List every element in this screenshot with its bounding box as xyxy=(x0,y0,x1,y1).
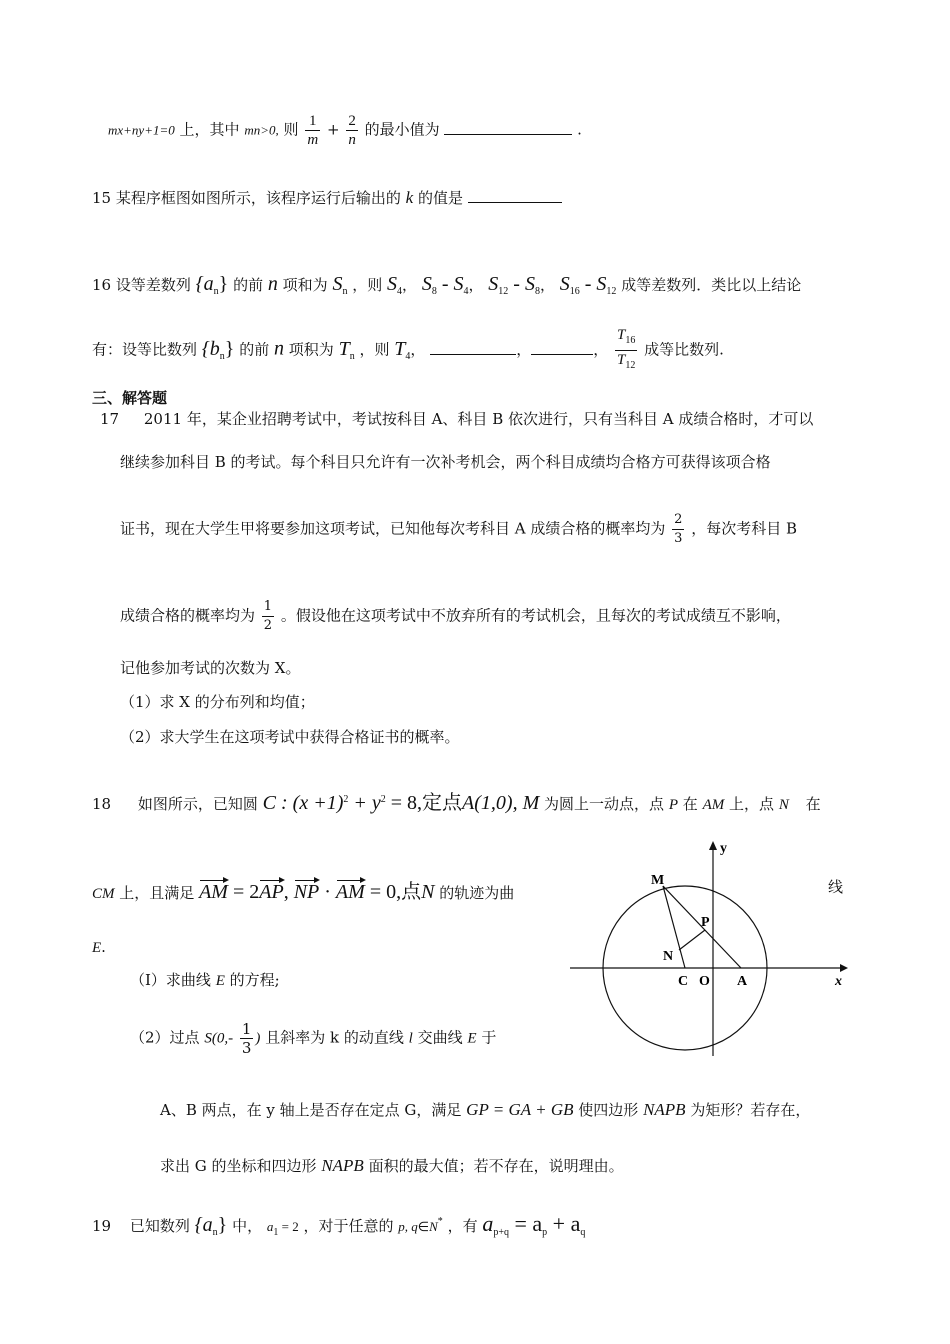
q14-text2: 则 xyxy=(283,120,299,139)
q16-S16-S12: $S_{16} - S_{12}$ xyxy=(559,273,617,297)
q16-l2-b: 的前 xyxy=(239,340,270,359)
q18-in: 在 xyxy=(682,795,698,813)
x-axis-arrow-icon xyxy=(840,964,848,972)
q16-line-2 xyxy=(92,326,724,375)
q16-l2-e: 成等比数列. xyxy=(644,340,724,359)
q17-l4-end: 。假设他在这项考试中不放弃所有的考试机会，且每次的考试成绩互不影响， xyxy=(280,606,791,625)
q16-an: $\{a_n\}$ xyxy=(195,273,229,297)
q17-l4: 成绩合格的概率均为 xyxy=(120,606,256,625)
q19-line: 19 已知数列 $\{a_n\}$ 中， $a_1 = 2$ ，对于任意的 p, q∈N* ，有 $a_{p+q} = a_p + a_q$ xyxy=(92,1211,586,1238)
q16-comma-6: ， xyxy=(593,340,609,359)
q17-l3-end: ，每次考科目 B xyxy=(691,519,798,538)
q15-var-k: k xyxy=(405,188,414,207)
q16-line-1 xyxy=(92,274,801,302)
q16-bn: $\{b_n\}$ xyxy=(201,337,235,362)
q18-l1-b: 为圆上一动点，点 xyxy=(544,795,665,813)
q18-figure xyxy=(565,838,850,1058)
q18-line-4: A、B 两点，在 y 轴上是否存在定点 G，满足 GP = GA + GB 使四边形 NAPB 为矩形？若存在， xyxy=(160,1100,811,1119)
q17-part-2: （2）求大学生在这项考试中获得合格证书的概率。 xyxy=(120,728,460,746)
q14-frac-1: $\frac{1}{m}$ xyxy=(307,113,319,148)
q16-Tn: $T_n$ xyxy=(338,337,355,362)
q16-l1-b: 的前 xyxy=(233,276,264,294)
q17-l1: 2011 年，某企业招聘考试中，考试按科目 A、科目 B 依次进行，只有当科目 A 成绩合格时，才可以 xyxy=(143,410,814,428)
q16-Sn: $S_n$ xyxy=(332,273,348,297)
section-heading: 三、解答题 xyxy=(92,389,168,407)
q19-a1: $a_1 = 2$ xyxy=(266,1219,299,1238)
q18-line-2 xyxy=(92,882,514,904)
q17-prob-b: $\frac{1}{2}$ xyxy=(263,599,273,633)
q14-end: . xyxy=(577,120,582,139)
q18-number: 18 xyxy=(92,795,112,813)
label-y: y xyxy=(720,841,727,856)
q18-P: P xyxy=(668,797,678,813)
q18-AM: AM xyxy=(702,797,725,813)
q17-line-3 xyxy=(120,511,797,548)
q16-n: n xyxy=(267,273,278,295)
q16-l2-c: 项积为 xyxy=(288,340,334,359)
q14-answer-blank xyxy=(444,120,572,135)
q16-T4: $T_4$ xyxy=(394,337,411,362)
q14-line-eq: mx+ny+1=0 xyxy=(108,122,175,138)
q16-comma-5: ， xyxy=(516,340,532,359)
q17-line-5: 记他参加考试的次数为 X。 xyxy=(120,659,301,677)
q15-answer-blank xyxy=(468,188,562,203)
q16-l2-a: 有：设等比数列 xyxy=(92,340,198,359)
q18-l2-a: 上，且满足 xyxy=(119,884,195,902)
label-N: N xyxy=(663,949,674,964)
q14-cond: mn>0, xyxy=(244,122,279,138)
label-P: P xyxy=(701,915,710,930)
q16-S12-S8: $S_{12} - S_8$ xyxy=(488,273,540,297)
q18-N: N xyxy=(778,797,789,813)
q17-number: 17 xyxy=(100,410,120,428)
q16-l1-e: 成等差数列．类比以上结论 xyxy=(621,276,802,294)
q17-line-1 xyxy=(100,409,813,429)
q18-S-frac: $\frac{1}{3}$ xyxy=(241,1020,252,1057)
q18-l1-c: 上，点 xyxy=(729,795,775,813)
segment-NP xyxy=(679,930,705,950)
q19-number: 19 xyxy=(92,1217,112,1235)
q16-n-2: n xyxy=(273,337,284,360)
q16-number: 16 xyxy=(92,276,112,294)
q18-part-2: （2）过点 S(0,- $\frac{1}{3}$ ) 且斜率为 k 的动直线 l 交曲线 E 于 xyxy=(130,1020,497,1057)
label-A: A xyxy=(737,974,748,989)
label-x: x xyxy=(835,974,842,989)
q14-text1: 上，其中 xyxy=(179,120,240,139)
q18-circle-eq: C : $(x +1)^2 + y^2 = 8$,定点A(1,0), M xyxy=(262,792,540,814)
q14-plus: + xyxy=(326,120,340,139)
q14-text3: 的最小值为 xyxy=(364,120,440,139)
q14-frac-2: $\frac{2}{n}$ xyxy=(348,113,356,148)
q16-comma-4: ， xyxy=(410,340,426,359)
q18-part-1: （I）求曲线 E 的方程; xyxy=(130,971,280,989)
label-O: O xyxy=(699,974,710,989)
q15-text1: 某程序框图如图所示，该程序运行后输出的 xyxy=(115,189,401,207)
q18-E-period: E. xyxy=(92,938,106,956)
y-axis-arrow-icon xyxy=(709,841,717,850)
q16-comma-1: ， xyxy=(402,276,418,294)
q16-l1-a: 设等差数列 xyxy=(115,276,191,294)
q16-S4: $S_4$ xyxy=(387,273,403,297)
q19-pq: p, q∈N* xyxy=(398,1216,443,1234)
q15-number: 15 xyxy=(92,189,112,207)
q17-line-4 xyxy=(120,598,791,635)
q15-line xyxy=(92,188,562,208)
q16-answer-blank-1 xyxy=(430,340,516,355)
q18-line-2-end: 线 xyxy=(828,878,844,896)
label-M: M xyxy=(651,873,665,888)
q18-l1-d: 在 xyxy=(805,795,821,813)
q15-text2: 的值是 xyxy=(418,189,464,207)
q14-line xyxy=(108,112,582,149)
q16-comma-2: ， xyxy=(468,276,484,294)
label-C: C xyxy=(678,974,689,989)
q17-l3: 证书，现在大学生甲将要参加这项考试，已知他每次考科目 A 成绩合格的概率均为 xyxy=(120,519,666,538)
q18-line-1 xyxy=(92,790,821,815)
q18-vector-eq: AM = 2AP, NP · AM = 0,点N xyxy=(199,881,435,903)
q16-l1-d: ，则 xyxy=(352,276,383,294)
q16-answer-blank-2 xyxy=(531,340,593,355)
q18-l2-b: 的轨迹为曲 xyxy=(439,884,515,902)
q17-line-2: 继续参加科目 B 的考试。每个科目只允许有一次补考机会，两个科目成绩均合格方可获得该项合格 xyxy=(120,453,771,471)
q16-S8-S4: $S_8 - S_4$ xyxy=(421,273,469,297)
q16-T16-over-T12: $\frac{T_{16}}{T_{12}}$ xyxy=(617,327,636,371)
q17-part-1: （1）求 X 的分布列和均值； xyxy=(120,693,315,711)
q16-comma-3: ， xyxy=(539,276,555,294)
q19-an: $\{a_n\}$ xyxy=(194,1214,228,1238)
q16-l1-c: 项和为 xyxy=(282,276,328,294)
q17-prob-a: $\frac{2}{3}$ xyxy=(674,512,683,546)
q16-l2-d: ，则 xyxy=(359,340,390,359)
q18-CM: CM xyxy=(92,886,115,902)
q18-l1-a: 如图所示，已知圆 xyxy=(137,795,258,813)
q19-recurrence: $a_{p+q} = a_p + a_q$ xyxy=(482,1211,586,1238)
q18-line-5: 求出 G 的坐标和四边形 NAPB 面积的最大值；若不存在，说明理由。 xyxy=(160,1156,624,1175)
q18-gp-eq: GP = GA + GB xyxy=(466,1100,574,1119)
